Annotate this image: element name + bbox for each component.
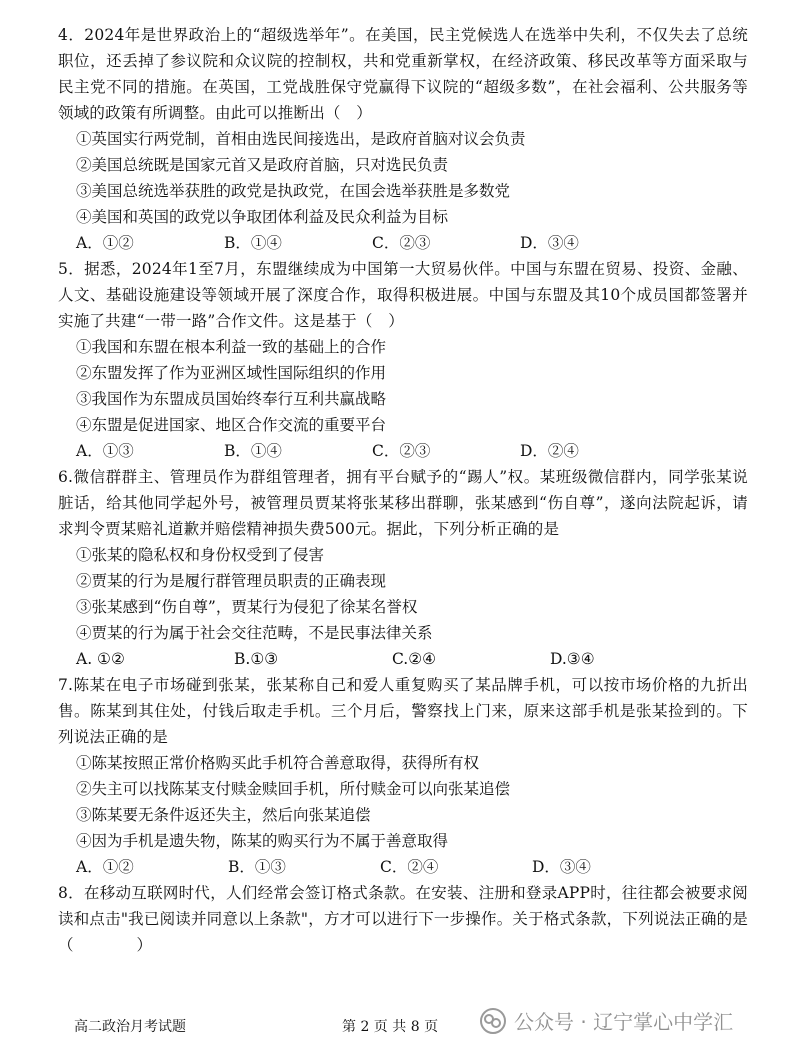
choice-c: C．②③: [372, 234, 431, 252]
option-line: ④贾某的行为属于社会交往范畴，不是民事法律关系: [76, 624, 433, 642]
question-4: [58, 22, 748, 256]
choice-d: D．③④: [520, 234, 579, 252]
option-line: ②美国总统既是国家元首又是政府首脑，只对选民负责: [76, 156, 449, 174]
option-line: ②东盟发挥了作为亚洲区域性国际组织的作用: [76, 364, 387, 382]
choice-b: B．①④: [224, 234, 282, 252]
option-line: ③美国总统选举获胜的政党是执政党，在国会选举获胜是多数党: [76, 182, 511, 200]
page-number: 第 2 页 共 8 页: [342, 1019, 439, 1035]
option-line: ③我国作为东盟成员国始终奉行互利共赢战略: [76, 390, 387, 408]
option-line: ①英国实行两党制，首相由选民间接选出，是政府首脑对议会负责: [76, 130, 526, 148]
choice-b: B.①③: [234, 650, 279, 668]
option-line: ④美国和英国的政党以争取团体利益及民众利益为目标: [76, 208, 449, 226]
choice-a: A．①③: [76, 442, 134, 460]
choice-c: C．②④: [380, 858, 439, 876]
watermark: [480, 1006, 733, 1035]
choice-d: D．③④: [532, 858, 591, 876]
option-line: ③张某感到“伤自尊”，贾某行为侵犯了徐某名誉权: [76, 598, 418, 616]
answer-choices: [58, 230, 748, 256]
answer-choices: [58, 854, 748, 880]
question-5: [58, 256, 748, 464]
choice-a: A．①②: [76, 858, 134, 876]
option-line: ②贾某的行为是履行群管理员职责的正确表现: [76, 572, 387, 590]
answer-choices: [58, 438, 748, 464]
questions-area: [58, 22, 748, 958]
wechat-official-account-icon: [480, 1008, 506, 1034]
question-8: [58, 880, 748, 958]
option-line: ④东盟是促进国家、地区合作交流的重要平台: [76, 416, 387, 434]
question-stem: 5．据悉，2024年1至7月，东盟继续成为中国第一大贸易伙伴。中国与东盟在贸易、投资、金融、人文、基础设施建设等领域开展了深度合作，取得积极进展。中国与东盟及其10个成员国都签署并实施了共建“一带一路”合作文件。这是基于（ ）: [58, 260, 748, 330]
option-line: ②失主可以找陈某支付赎金赎回手机，所付赎金可以向张某追偿: [76, 780, 511, 798]
choice-b: B．①④: [224, 442, 282, 460]
question-stem: 7.陈某在电子市场碰到张某，张某称自己和爱人重复购买了某品牌手机，可以按市场价格的九折出售。陈某到其住处，付钱后取走手机。三个月后，警察找上门来，原来这部手机是张某捡到的。下列说法正确的是: [58, 676, 748, 746]
choice-a: A．①②: [76, 234, 134, 252]
question-stem: 6.微信群群主、管理员作为群组管理者，拥有平台赋予的“踢人”权。某班级微信群内，同学张某说脏话，给其他同学起外号，被管理员贾某将张某移出群聊，张某感到“伤自尊”，遂向法院起诉，请求判令贾某赔礼道歉并赔偿精神损失费500元。据此，下列分析正确的是: [58, 468, 748, 538]
question-7: [58, 672, 748, 880]
option-line: ①张某的隐私权和身份权受到了侵害: [76, 546, 325, 564]
question-stem: 8．在移动互联网时代，人们经常会签订格式条款。在安装、注册和登录APP时，往往都会被要求阅读和点击"我已阅读并同意以上条款"，方才可以进行下一步操作。关于格式条款，下列说法正确的是（ ）: [58, 884, 748, 954]
option-line: ③陈某要无条件返还失主，然后向张某追偿: [76, 806, 371, 824]
choice-c: C．②③: [372, 442, 431, 460]
question-stem: 4．2024年是世界政治上的“超级选举年”。在美国，民主党候选人在选举中失利，不仅失去了总统职位，还丢掉了参议院和众议院的控制权，共和党重新掌权，在经济政策、移民改革等方面采取与民主党不同的措施。在英国，工党战胜保守党赢得下议院的“超级多数”，在社会福利、公共服务等领域的政策有所调整。由此可以推断出（ ）: [58, 26, 748, 122]
exam-title: 高二政治月考试题: [74, 1019, 186, 1035]
choice-d: D.③④: [550, 650, 595, 668]
choice-c: C.②④: [392, 650, 437, 668]
option-line: ④因为手机是遗失物，陈某的购买行为不属于善意取得: [76, 832, 449, 850]
watermark-text: 公众号 · 辽宁掌心中学汇: [514, 1010, 734, 1034]
choice-b: B．①③: [228, 858, 286, 876]
question-6: [58, 464, 748, 672]
answer-choices: [58, 646, 748, 672]
option-line: ①陈某按照正常价格购买此手机符合善意取得，获得所有权: [76, 754, 480, 772]
choice-d: D．②④: [520, 442, 579, 460]
choice-a: A. ①②: [76, 650, 125, 668]
option-line: ①我国和东盟在根本利益一致的基础上的合作: [76, 338, 387, 356]
